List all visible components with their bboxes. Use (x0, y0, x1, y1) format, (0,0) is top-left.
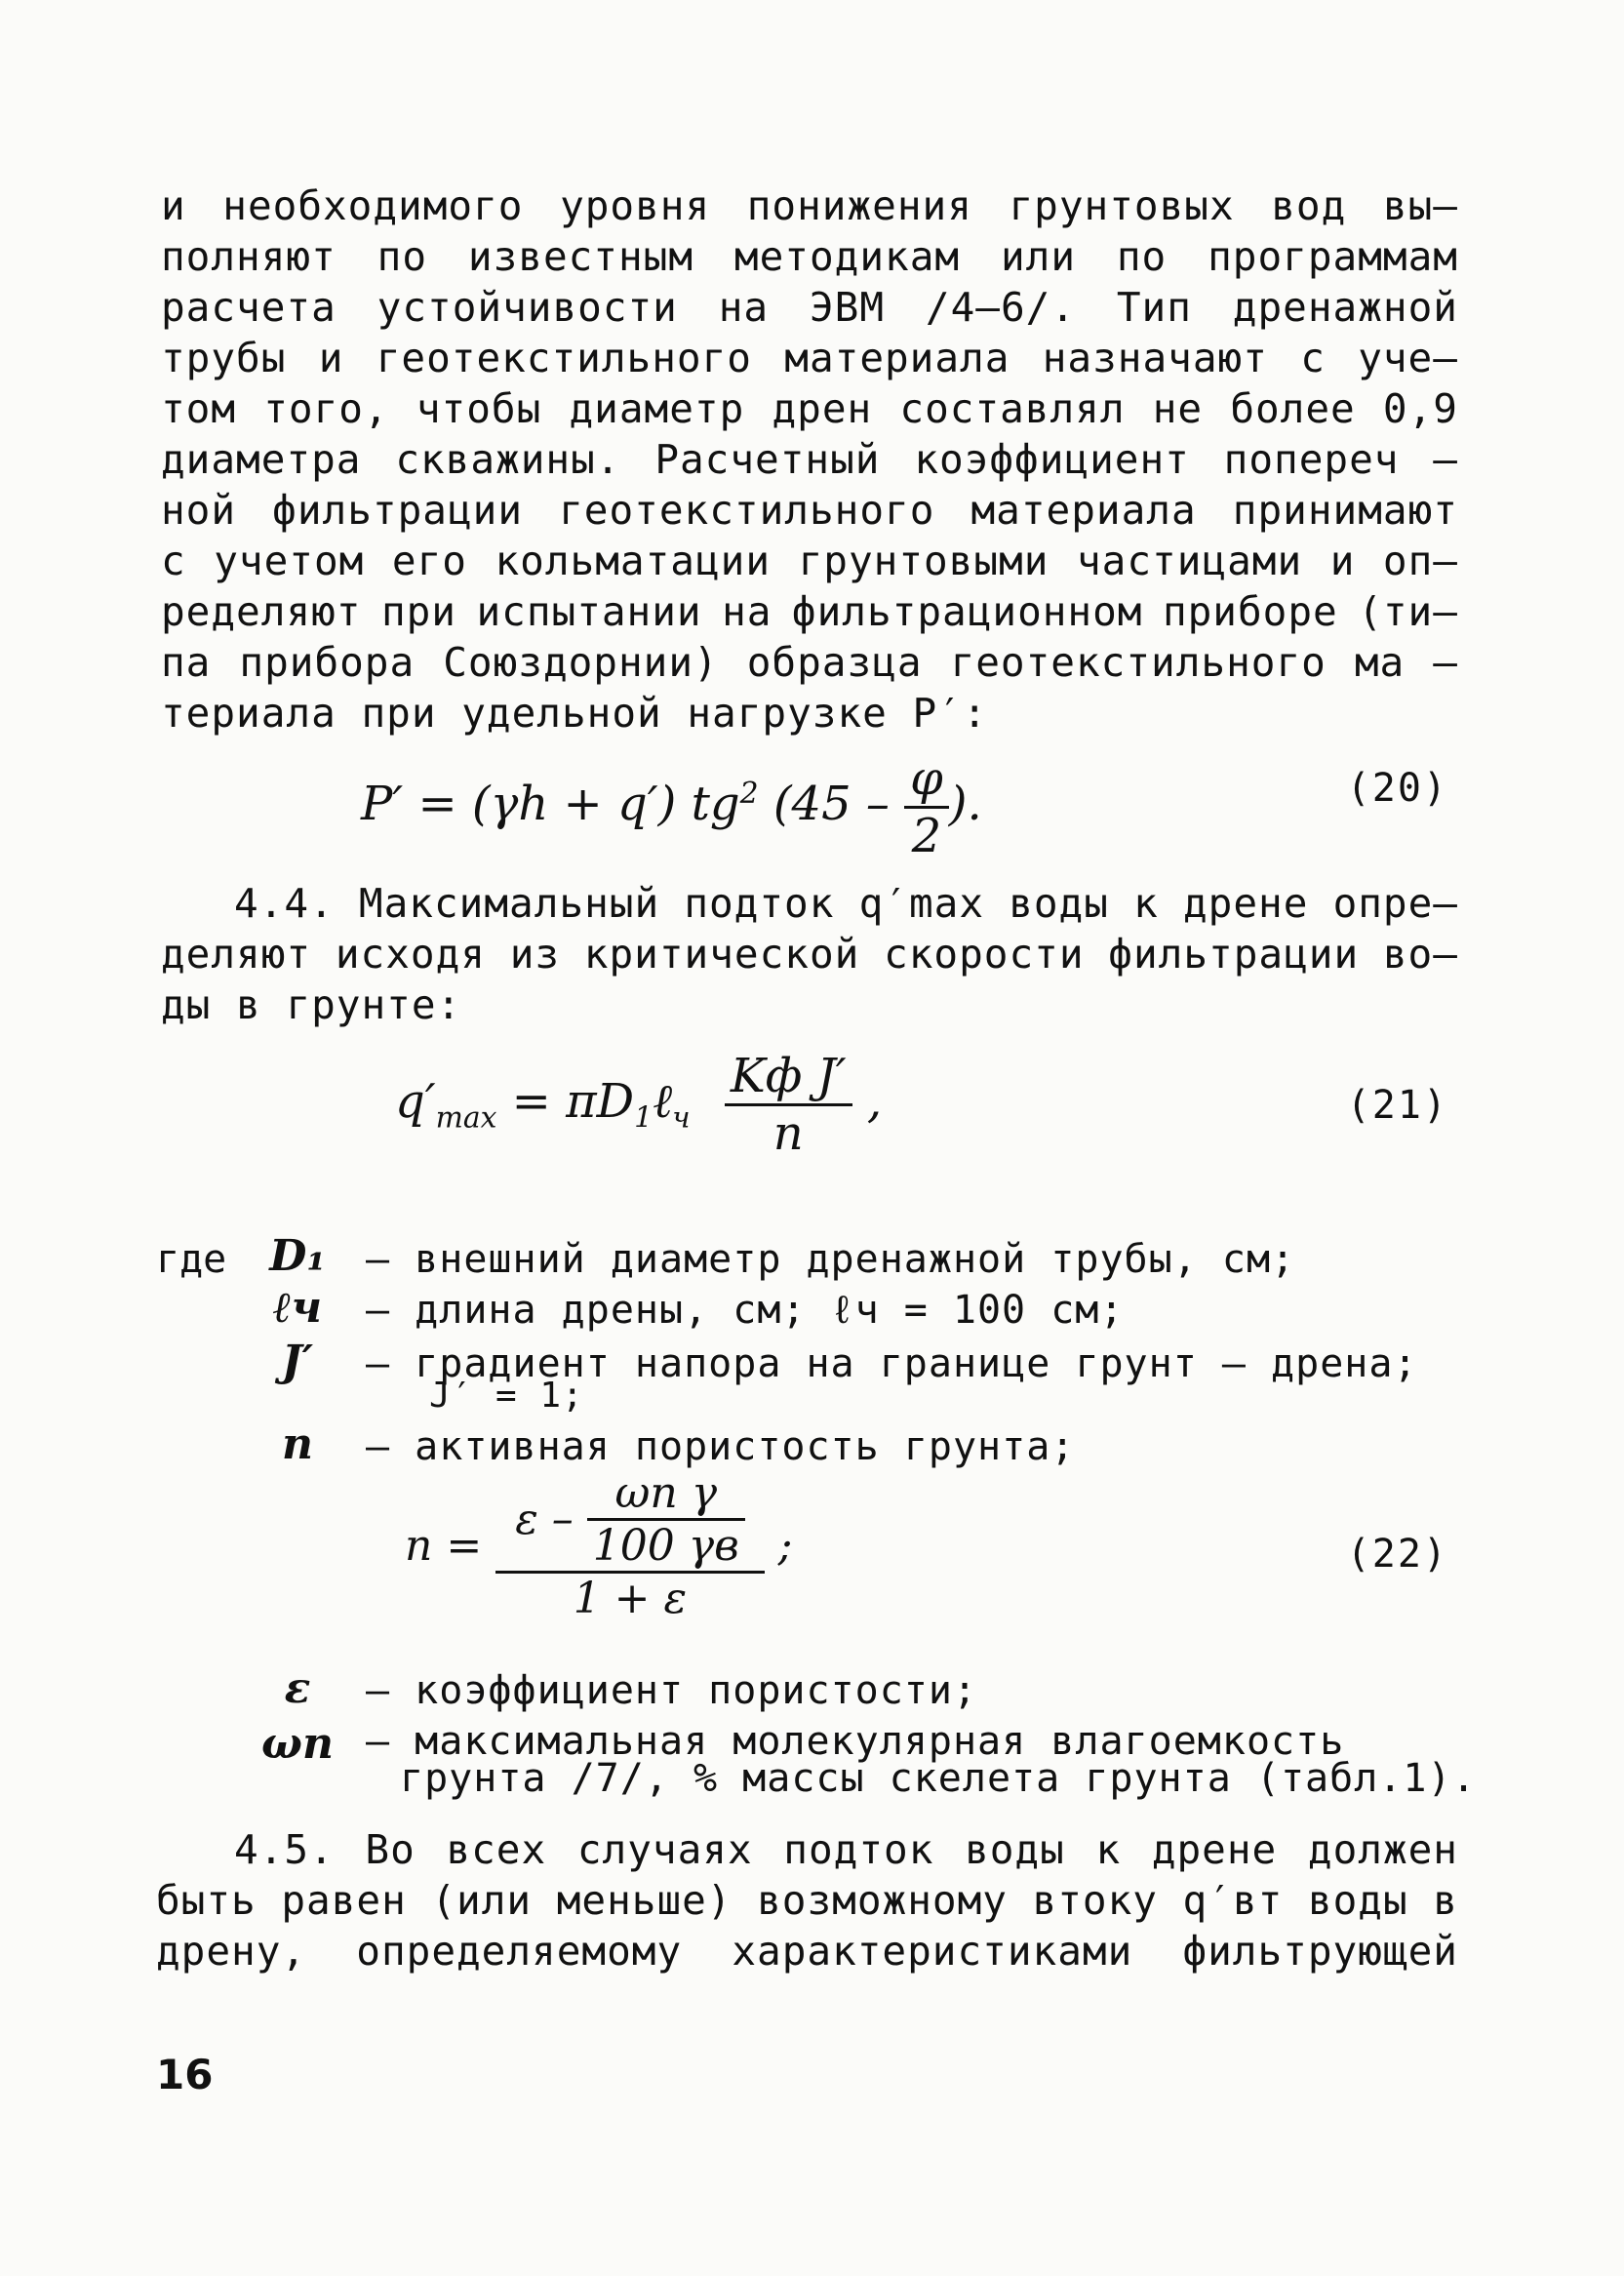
formula-21: $q'_{max}$ = $\pi D_1\ell_ч$ $\frac{\text{Kф J′}}{n}$ , (395, 1049, 883, 1161)
definition-line: – длина дрены, см; ℓч = 100 см; (366, 1288, 1125, 1333)
formula-22: n = ε – $\frac{\text{ωn γ}}{100 \gamma в}$ 1 + ε ; (405, 1468, 793, 1623)
text-line: и необходимого уровня понижения грунтовых вод вы– (161, 182, 1458, 229)
paragraph-2 (161, 878, 1458, 1030)
formula-20-open: (45 – (758, 777, 905, 831)
formula-21-fraction: $\frac{\text{Kф J′}}{n}$ (725, 1049, 852, 1161)
text-line: 4.5. Во всех случаях подток воды к дрене должен (234, 1826, 1458, 1873)
formula-22-inner-fraction: $\frac{\text{ωn γ}}{100 \gamma в}$ (587, 1468, 745, 1571)
text-line: диаметра скважины. Расчетный коэффициент попереч – (161, 436, 1458, 483)
symbol-lch: ℓч (272, 1283, 323, 1333)
text-line: ной фильтрации геотекстильного материала принимают (161, 487, 1458, 534)
formula-20-left: P′ = (γh + q′) tg (361, 777, 740, 831)
definitions-intro: где (156, 1237, 227, 1282)
definition-line: – активная пористость грунта; (366, 1424, 1076, 1469)
symbol-d1: D₁ (269, 1231, 326, 1281)
text-line: ределяют при испытании на фильтрационном приборе (ти– (161, 588, 1458, 635)
equation-number-22: (22) (1346, 1532, 1448, 1577)
text-line: полняют по известным методикам или по программам (161, 233, 1458, 280)
formula-20 (361, 751, 982, 863)
symbol-n: n (282, 1419, 313, 1469)
text-line: деляют исходя из критической скорости фильтрации во– (161, 931, 1458, 978)
symbol-epsilon: ε (284, 1663, 311, 1713)
formula-22-fraction: ε – $\frac{\text{ωn γ}}{100 \gamma в}$ 1 + ε (495, 1468, 764, 1623)
symbol-omega-n: ωn (261, 1719, 334, 1769)
page-number: 16 (156, 2051, 214, 2098)
text-line: 4.4. Максимальный подток q′max воды к дрене опре– (234, 880, 1458, 927)
formula-20-fraction: $\frac{\varphi}{2}$ (904, 751, 949, 863)
formula-20-power: 2 (739, 777, 759, 811)
equation-number-20: (20) (1346, 766, 1448, 811)
paragraph-3 (156, 1824, 1458, 1977)
definition-line: – максимальная молекулярная влагоемкость (366, 1719, 1345, 1764)
text-line: с учетом его кольматации грунтовыми частицами и оп– (161, 538, 1458, 584)
text-line: дрену, определяемому характеристиками фильтрующей (156, 1928, 1458, 1975)
definition-line: – коэффициент пористости; (366, 1668, 978, 1713)
definition-line: – градиент напора на границе грунт – дрена; (366, 1341, 1418, 1386)
definition-line: J′ = 1; (429, 1376, 584, 1416)
paragraph-1 (161, 180, 1458, 739)
equation-number-21: (21) (1346, 1083, 1448, 1128)
text-line: териала при удельной нагрузке P′: (161, 690, 988, 737)
text-line: том того, чтобы диаметр дрен составлял не более 0,9 (161, 385, 1458, 432)
formula-20-close: ). (948, 777, 982, 831)
definition-line: грунта /7/, % массы скелета грунта (табл.1). (400, 1756, 1477, 1801)
symbol-j: J′ (281, 1337, 314, 1386)
text-line: быть равен (или меньше) возможному втоку q′вт воды в (156, 1877, 1458, 1924)
text-line: трубы и геотекстильного материала назначают с уче– (161, 335, 1458, 381)
text-line: ды в грунте: (161, 981, 462, 1028)
definition-line: – внешний диаметр дренажной трубы, см; (366, 1237, 1296, 1282)
text-line: расчета устойчивости на ЭВМ /4–6/. Тип дренажной (161, 284, 1458, 331)
text-line: па прибора Союздорнии) образца геотекстильного ма – (161, 639, 1458, 686)
